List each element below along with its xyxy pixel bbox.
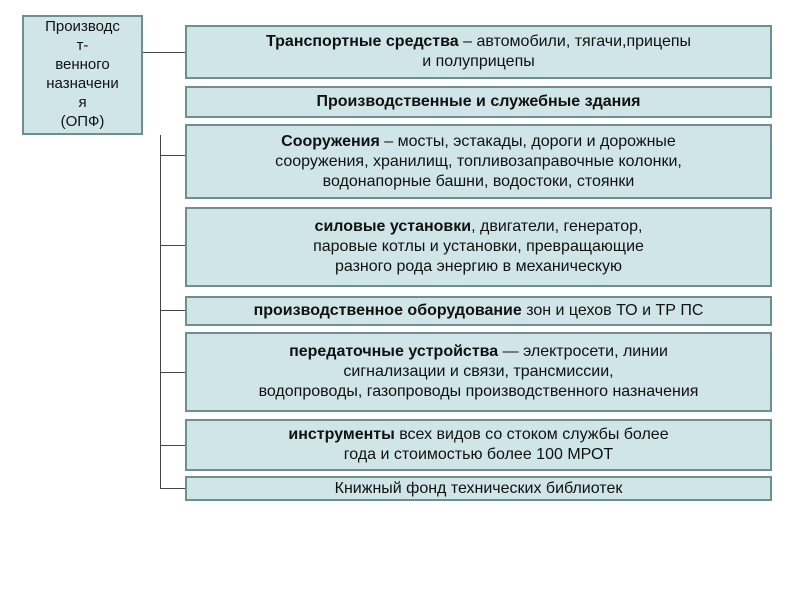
category-text-line [281,132,676,152]
category-text-line: водонапорные башни, водостоки, стоянки [322,172,635,190]
connector-root-to-first [143,52,185,53]
category-box-structures [185,124,772,199]
connector-branch [160,445,185,446]
connector-branch [160,310,185,311]
category-box-buildings [185,86,772,118]
category-text-line [254,301,704,321]
category-box-transmission [185,332,772,412]
category-text-line: сигнализации и связи, трансмиссии, [343,363,614,380]
category-text-line: и полуприцепы [422,53,535,70]
connector-branch [160,245,185,246]
category-title: Транспортные средства [265,33,459,50]
category-description: всех видов со стоком службы более [394,426,669,443]
category-description: , двигатели, генератор, [471,218,643,235]
category-text-line [289,342,668,362]
category-title: производственное оборудование [253,302,522,319]
connector-branch [160,372,185,373]
category-text-line: паровые котлы и установки, превращающие [313,238,644,255]
category-text-line: года и стоимостью более 100 МРОТ [343,446,614,463]
category-text-line: разного рода энергию в механическую [334,258,623,275]
category-title: инструменты [288,426,395,443]
category-text-line: сооружения, хранилищ, топливозаправочные колонки, [275,152,682,170]
category-box-equipment [185,296,772,326]
root-box-opf [22,15,143,135]
category-text-line [266,32,691,52]
category-description: — электросети, линии [498,343,668,360]
category-box-power-units [185,207,772,287]
category-title: передаточные устройства [289,343,499,360]
category-text-line: Книжный фонд технических библиотек [334,479,623,497]
root-label-line: т- [76,37,89,54]
category-description: – автомобили, тягачи,прицепы [458,33,692,50]
category-box-library [185,476,772,501]
connector-branch [160,155,185,156]
category-title: Производственные и служебные здания [316,93,641,110]
category-text-line [315,217,643,237]
category-box-tools [185,419,772,471]
root-label-line: я [78,94,87,111]
root-label-line: Производс [45,18,120,35]
category-title: силовые установки [314,218,472,235]
category-title: Сооружения [281,132,380,150]
category-text-line: водопроводы, газопроводы производственного назначения [258,383,699,400]
connector-trunk [160,135,161,489]
category-text-line [316,92,640,112]
category-text-line [288,425,668,445]
category-box-transport [185,25,772,79]
category-description: – мосты, эстакады, дороги и дорожные [379,132,676,150]
connector-branch [160,488,185,489]
root-label-line: венного [55,56,110,73]
category-description: зон и цехов ТО и ТР ПС [521,302,704,319]
root-label-line: (ОПФ) [60,113,105,130]
root-label-line: назначени [46,75,119,92]
